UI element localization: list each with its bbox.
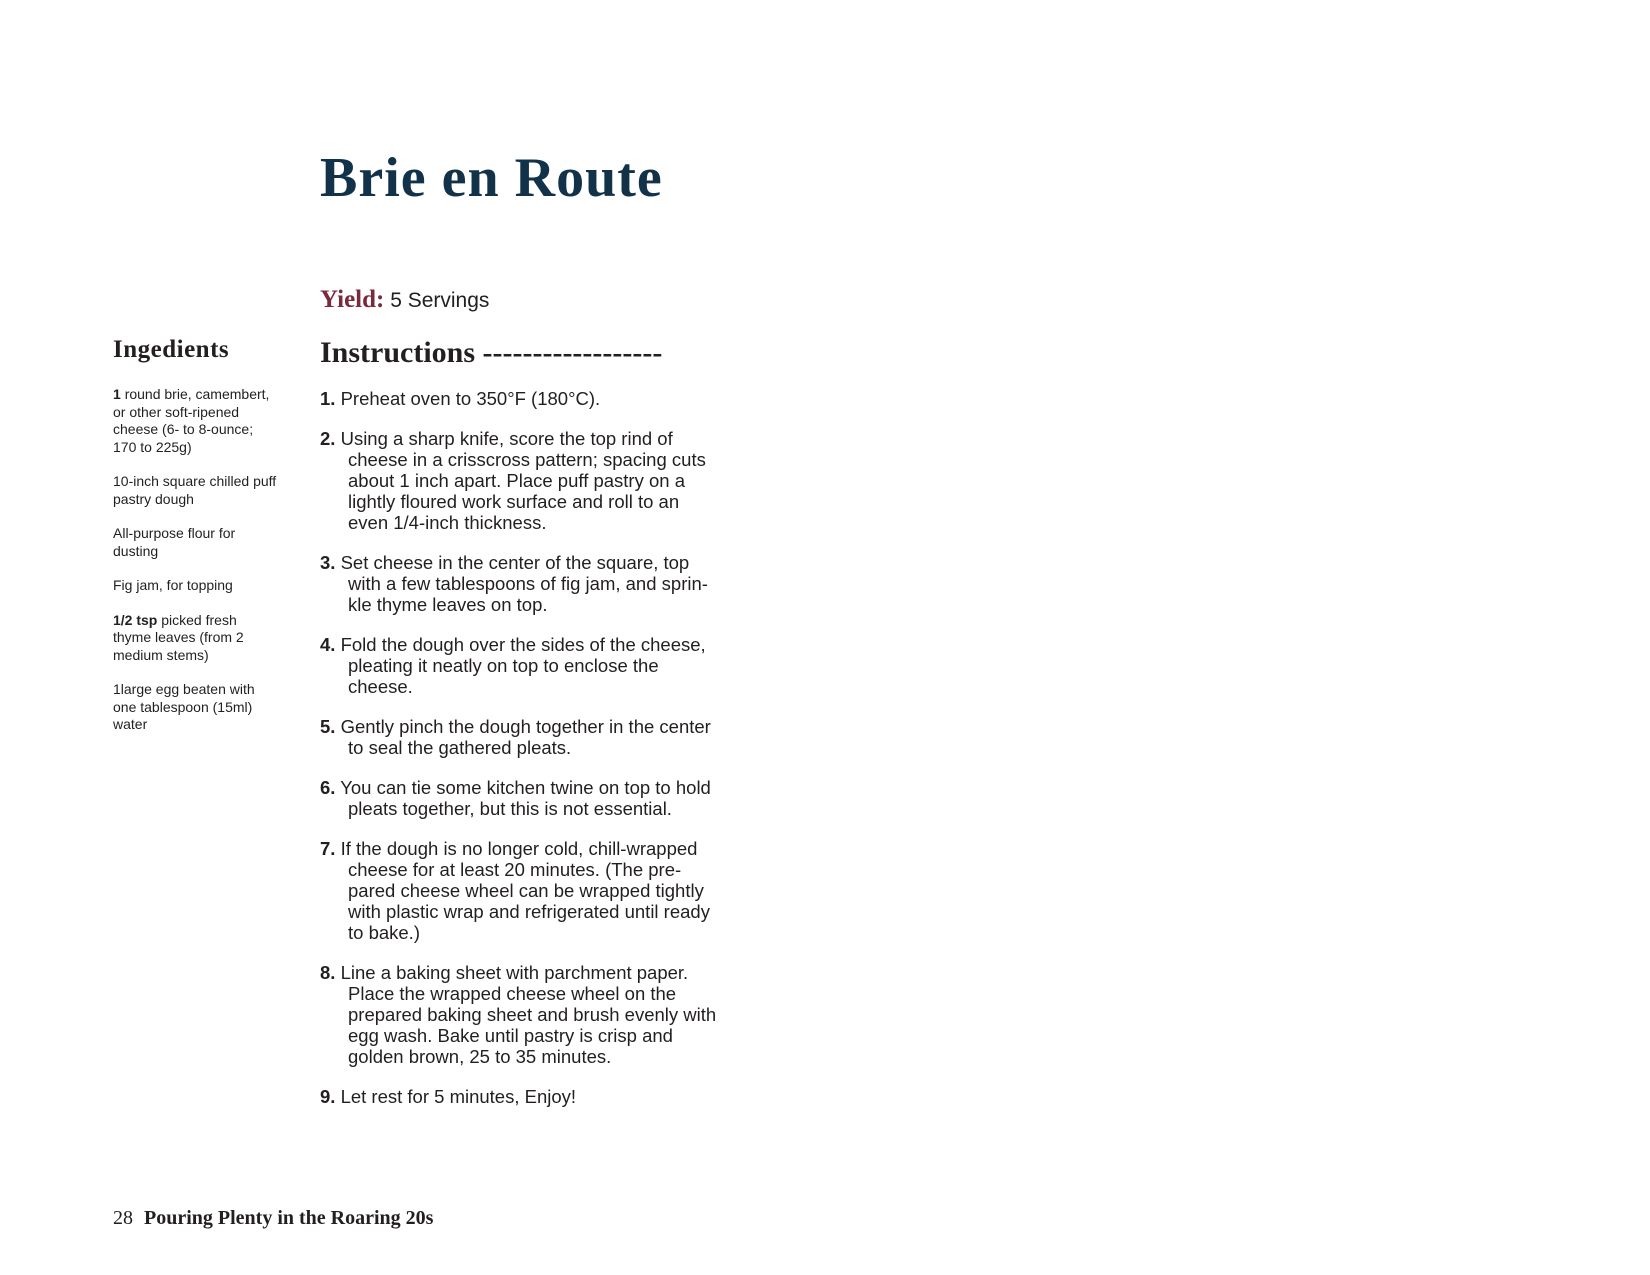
ingredient-item: [113, 473, 278, 508]
page-footer: [113, 1207, 433, 1230]
step-number: 7.: [320, 838, 336, 859]
step-text: Using a sharp knife, score the top rind of cheese in a crisscross pattern; spacing cuts about 1 inch apart. Place puff pastry on a lightly floured work surface and roll to an even 1/4-inch thickness.: [340, 428, 706, 533]
ingredient-text: round brie, camembert, or other soft-ripened cheese (6- to 8-ounce; 170 to 225g): [113, 386, 270, 455]
ingredient-item: [113, 681, 278, 734]
step-number: 3.: [320, 552, 336, 573]
instruction-step: [320, 1086, 720, 1107]
instruction-step: [320, 716, 720, 758]
instruction-step: [320, 838, 720, 943]
ingredient-qty: 1: [113, 386, 121, 402]
instructions-heading: Instructions ------------------: [320, 336, 663, 369]
recipe-title: Brie en Route: [320, 147, 663, 209]
step-text: If the dough is no longer cold, chill-wrapped cheese for at least 20 minutes. (The pre-pared cheese wheel can be wrapped tightly with plastic wrap and refrigerated until ready to bake.): [340, 838, 710, 943]
step-text: Line a baking sheet with parchment paper. Place the wrapped cheese wheel on the prepared baking sheet and brush evenly with egg wash. Bake until pastry is crisp and golden brown, 25 to 35 minutes.: [340, 962, 717, 1067]
step-text: Preheat oven to 350°F (180°C).: [340, 388, 601, 409]
book-title: Pouring Plenty in the Roaring 20s: [144, 1207, 434, 1229]
instruction-step: [320, 634, 720, 697]
ingredients-list: [113, 386, 278, 751]
page-number: 28: [113, 1207, 133, 1229]
step-text: Let rest for 5 minutes, Enjoy!: [340, 1086, 577, 1107]
ingredients-heading: Ingedients: [113, 336, 230, 363]
ingredient-text: Fig jam, for topping: [113, 577, 233, 593]
step-number: 8.: [320, 962, 336, 983]
ingredient-text: All-purpose flour for dusting: [113, 525, 236, 559]
step-number: 1.: [320, 388, 336, 409]
step-text: Fold the dough over the sides of the cheese, pleating it neatly on top to enclose the cheese.: [340, 634, 706, 697]
ingredient-item: [113, 525, 278, 560]
yield-label: Yield:: [320, 286, 385, 313]
yield-line: [320, 286, 489, 314]
instruction-step: [320, 428, 720, 533]
step-number: 9.: [320, 1086, 336, 1107]
instruction-step: [320, 777, 720, 819]
yield-value: 5 Servings: [390, 289, 490, 312]
step-text: Gently pinch the dough together in the center to seal the gathered pleats.: [340, 716, 711, 758]
instructions-list: [320, 388, 720, 1126]
ingredient-text: 10-inch square chilled puff pastry dough: [113, 473, 277, 507]
instruction-step: [320, 388, 720, 409]
step-number: 5.: [320, 716, 336, 737]
ingredient-qty: 1/2 tsp: [113, 611, 158, 628]
step-number: 6.: [320, 777, 336, 798]
step-text: You can tie some kitchen twine on top to hold pleats together, but this is not essential.: [340, 777, 711, 819]
step-number: 2.: [320, 428, 336, 449]
step-number: 4.: [320, 634, 336, 655]
step-text: Set cheese in the center of the square, top with a few tablespoons of fig jam, and sprin-kle thyme leaves on top.: [340, 552, 708, 615]
instruction-step: [320, 962, 720, 1067]
ingredient-item: [113, 612, 278, 665]
ingredient-item: [113, 386, 278, 456]
ingredient-text: picked fresh thyme leaves (from 2 medium stems): [113, 611, 244, 663]
ingredient-item: [113, 577, 278, 595]
instruction-step: [320, 552, 720, 615]
ingredient-text: 1large egg beaten with one tablespoon (15ml) water: [113, 681, 255, 732]
